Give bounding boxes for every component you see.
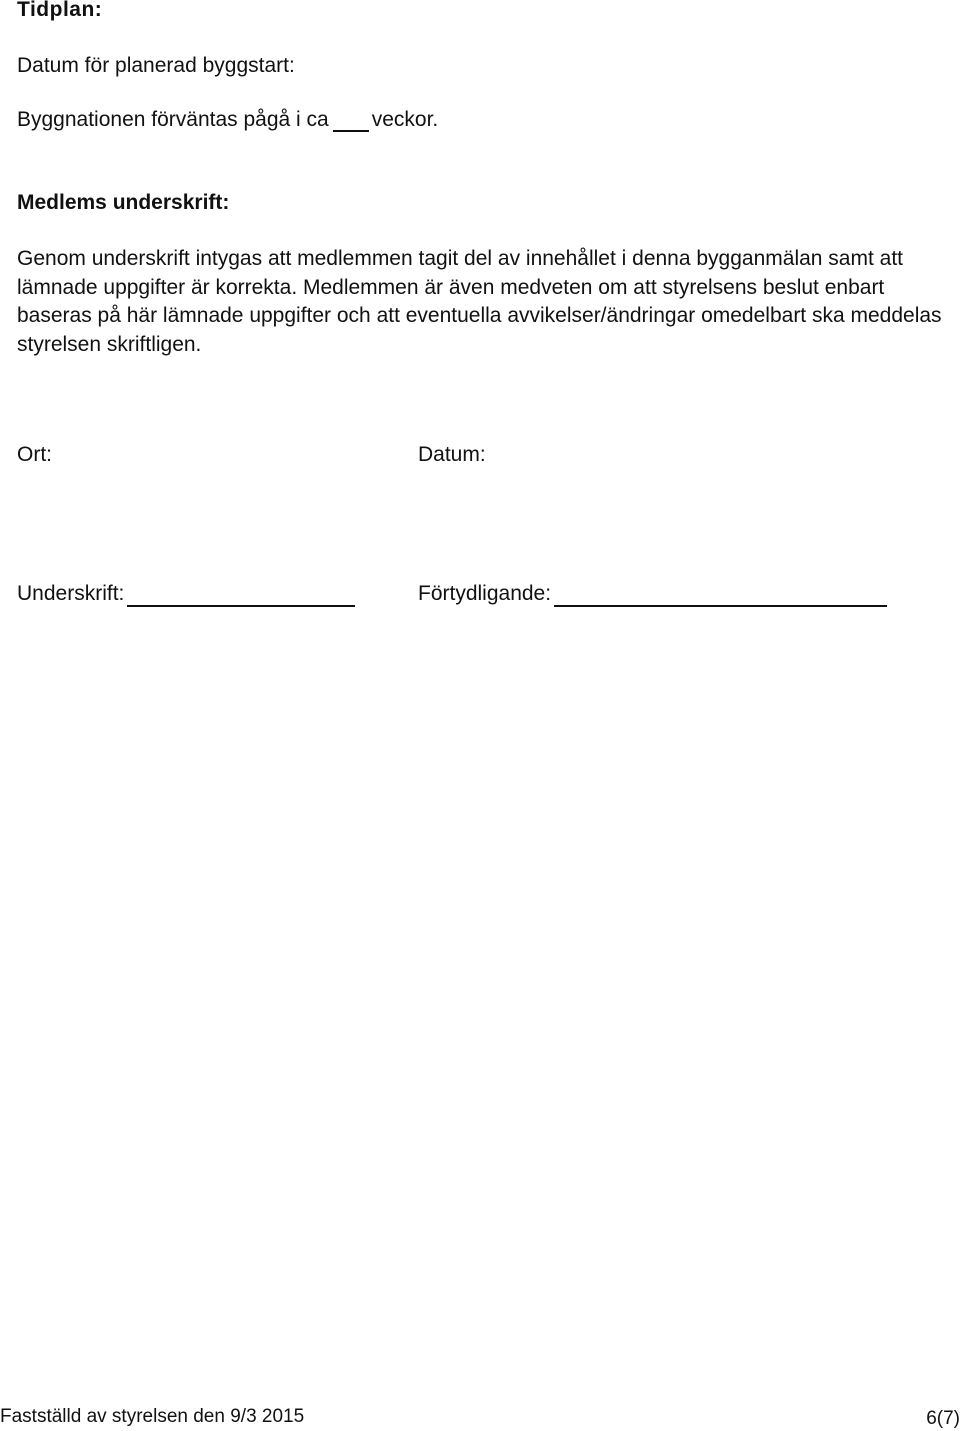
footer-established-text: Fastställd av styrelsen den 9/3 2015 — [0, 1406, 305, 1427]
clarification-field[interactable] — [554, 581, 887, 607]
footer-page-number: 6(7) — [926, 1408, 960, 1429]
duration-prefix: Byggnationen förväntas pågå i ca — [17, 108, 329, 131]
planned-start-label: Datum för planerad byggstart: — [17, 54, 295, 77]
duration-line — [17, 108, 438, 134]
clarification-label: Förtydligande: — [418, 582, 552, 605]
date-label: Datum: — [418, 443, 486, 466]
member-signature-heading: Medlems underskrift: — [17, 191, 230, 214]
signature-label: Underskrift: — [17, 582, 125, 605]
signature-row — [17, 582, 355, 608]
duration-suffix: veckor. — [371, 108, 439, 131]
schedule-heading: Tidplan: — [17, 0, 103, 21]
clarification-row — [418, 582, 887, 608]
signature-field[interactable] — [127, 581, 355, 607]
declaration-paragraph: Genom underskrift intygas att medlemmen tagit del av innehållet i denna bygganmälan samt att lämnade uppgifter är korrekta. Medlemmen är även medveten om att styrelsens beslut enbart baseras på här lämnade uppgifter och att eventuella avvikelser/ändringar omedelbart ska meddelas styrelsen skriftligen. — [17, 247, 942, 356]
weeks-blank-field[interactable] — [333, 106, 369, 132]
place-label: Ort: — [17, 443, 52, 466]
